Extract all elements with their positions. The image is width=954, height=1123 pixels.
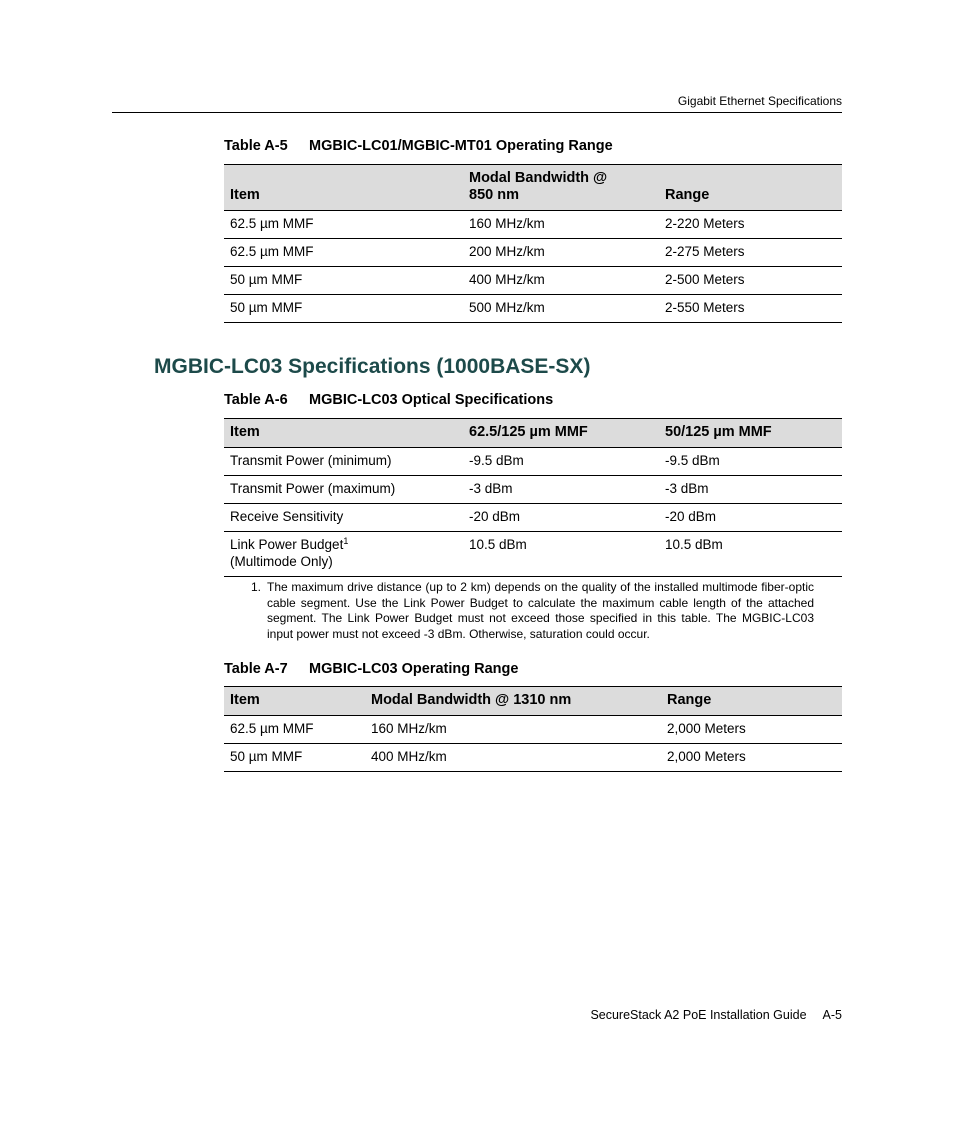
table-cell: -9.5 dBm <box>659 448 842 476</box>
table-row <box>224 239 842 267</box>
table-cell: 50 µm MMF <box>224 295 463 323</box>
table-cell: 50 µm MMF <box>224 744 365 772</box>
table-row <box>224 295 842 323</box>
table-cell: -9.5 dBm <box>463 448 659 476</box>
table-cell: Transmit Power (maximum) <box>224 476 463 504</box>
table-cell: 62.5 µm MMF <box>224 211 463 239</box>
column-header: Modal Bandwidth @ 1310 nm <box>365 687 661 716</box>
table-row <box>224 267 842 295</box>
table-cell: -20 dBm <box>659 504 842 532</box>
column-header: Range <box>661 687 842 716</box>
table-row <box>224 716 842 744</box>
table-header-row <box>224 687 842 716</box>
column-header: 62.5/125 µm MMF <box>463 419 659 448</box>
table-cell: 2-220 Meters <box>659 211 842 239</box>
table-cell: -3 dBm <box>463 476 659 504</box>
table-cell: 160 MHz/km <box>365 716 661 744</box>
table-row <box>224 476 842 504</box>
table-a7 <box>224 686 842 772</box>
table-cell: 2-500 Meters <box>659 267 842 295</box>
table-header-row <box>224 165 842 211</box>
table-a6-footnote <box>251 580 814 642</box>
table-row <box>224 744 842 772</box>
table-cell: 2,000 Meters <box>661 744 842 772</box>
footnote-reference: 1 <box>343 536 349 546</box>
table-cell: 200 MHz/km <box>463 239 659 267</box>
running-header: Gigabit Ethernet Specifications <box>677 94 842 108</box>
table-a6-caption-title: MGBIC-LC03 Optical Specifications <box>309 392 554 408</box>
column-header: Item <box>224 419 463 448</box>
table-row <box>224 504 842 532</box>
column-header: Item <box>224 165 463 211</box>
guide-title: SecureStack A2 PoE Installation Guide <box>590 1008 807 1022</box>
table-a5-caption-title: MGBIC-LC01/MGBIC-MT01 Operating Range <box>309 138 613 154</box>
table-a5 <box>224 164 842 323</box>
footnote-number: 1. <box>251 580 262 594</box>
table-cell: -3 dBm <box>659 476 842 504</box>
table-a5-caption-number: Table A-5 <box>224 138 288 154</box>
column-header: Item <box>224 687 365 716</box>
table-cell: 2-275 Meters <box>659 239 842 267</box>
table-cell: Transmit Power (minimum) <box>224 448 463 476</box>
multimode-only-label: (Multimode Only) <box>230 554 333 569</box>
table-row <box>224 448 842 476</box>
table-row <box>224 532 842 577</box>
table-a7-caption-title: MGBIC-LC03 Operating Range <box>309 661 519 677</box>
table-cell <box>224 532 463 577</box>
table-a7-caption <box>224 661 518 678</box>
table-a6-caption-number: Table A-6 <box>224 392 288 408</box>
table-a6 <box>224 418 842 577</box>
table-cell: Receive Sensitivity <box>224 504 463 532</box>
column-header: Modal Bandwidth @ 850 nm <box>463 165 659 211</box>
table-cell: -20 dBm <box>463 504 659 532</box>
column-header: 50/125 µm MMF <box>659 419 842 448</box>
table-a5-caption <box>224 138 613 155</box>
column-header: Range <box>659 165 842 211</box>
table-cell: 500 MHz/km <box>463 295 659 323</box>
table-cell: 400 MHz/km <box>365 744 661 772</box>
table-cell: 10.5 dBm <box>659 532 842 577</box>
table-cell: 400 MHz/km <box>463 267 659 295</box>
table-cell: 10.5 dBm <box>463 532 659 577</box>
link-power-budget-label: Link Power Budget <box>230 537 344 552</box>
table-cell: 50 µm MMF <box>224 267 463 295</box>
page-number: A-5 <box>822 1008 842 1022</box>
table-header-row <box>224 419 842 448</box>
table-cell: 2,000 Meters <box>661 716 842 744</box>
table-cell: 160 MHz/km <box>463 211 659 239</box>
section-title: MGBIC-LC03 Specifications (1000BASE-SX) <box>154 355 591 378</box>
table-row <box>224 211 842 239</box>
table-a6-caption <box>224 392 553 409</box>
table-cell: 62.5 µm MMF <box>224 239 463 267</box>
page-footer <box>112 1008 842 1023</box>
header-rule <box>112 112 842 113</box>
table-a7-caption-number: Table A-7 <box>224 661 288 677</box>
table-cell: 62.5 µm MMF <box>224 716 365 744</box>
table-cell: 2-550 Meters <box>659 295 842 323</box>
footnote-text: The maximum drive distance (up to 2 km) depends on the quality of the installed multimode fiber-optic cable segment. Use the Link Power Budget to calculate the maximum cable length of the attached segment. The Link Power Budget must not exceed those specified in this table. The MGBIC-LC03 input power must not exceed -3 dBm. Otherwise, saturation could occur. <box>267 580 814 641</box>
